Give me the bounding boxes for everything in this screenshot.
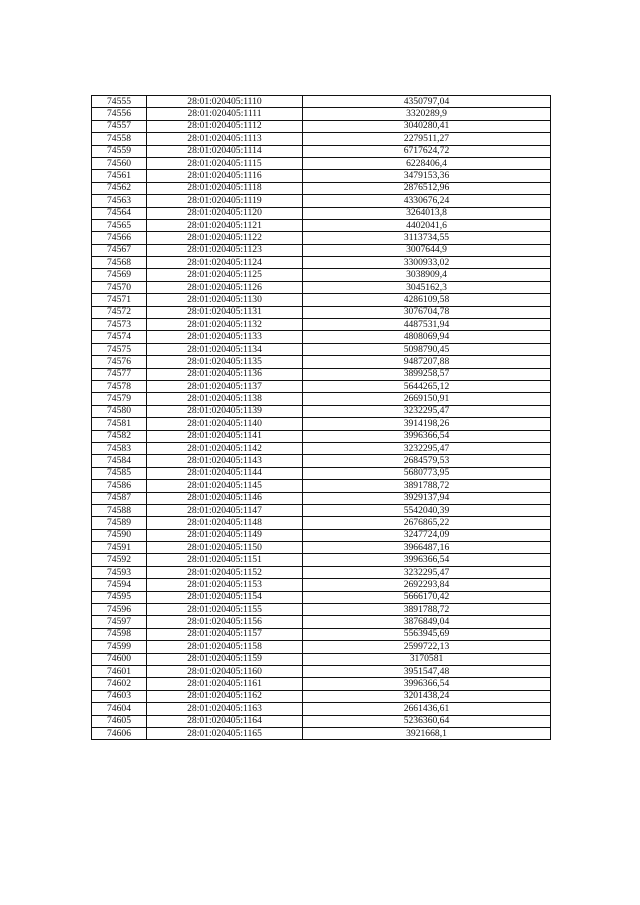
row-number-cell: 74597 — [92, 616, 147, 628]
cadastral-number-cell: 28:01:020405:1121 — [147, 219, 303, 231]
table-row — [92, 653, 551, 665]
cadastral-number-cell: 28:01:020405:1126 — [147, 281, 303, 293]
cadastral-value-cell: 3076704,78 — [303, 306, 551, 318]
cadastral-number-cell: 28:01:020405:1164 — [147, 715, 303, 727]
row-number-cell: 74575 — [92, 343, 147, 355]
cadastral-value-cell: 9487207,88 — [303, 356, 551, 368]
cadastral-value-cell: 3899258,57 — [303, 368, 551, 380]
cadastral-number-cell: 28:01:020405:1124 — [147, 257, 303, 269]
cadastral-number-cell: 28:01:020405:1155 — [147, 604, 303, 616]
cadastral-number-cell: 28:01:020405:1146 — [147, 492, 303, 504]
table-row — [92, 393, 551, 405]
cadastral-number-cell: 28:01:020405:1140 — [147, 418, 303, 430]
cadastral-number-cell: 28:01:020405:1111 — [147, 108, 303, 120]
row-number-cell: 74576 — [92, 356, 147, 368]
table-row — [92, 492, 551, 504]
cadastral-value-cell: 3232295,47 — [303, 566, 551, 578]
cadastral-value-cell: 2692293,84 — [303, 579, 551, 591]
cadastral-number-cell: 28:01:020405:1150 — [147, 542, 303, 554]
row-number-cell: 74606 — [92, 727, 147, 739]
cadastral-value-cell: 4330676,24 — [303, 195, 551, 207]
cadastral-value-cell: 2684579,53 — [303, 455, 551, 467]
row-number-cell: 74586 — [92, 480, 147, 492]
table-row — [92, 604, 551, 616]
cadastral-value-cell: 3996366,54 — [303, 430, 551, 442]
cadastral-value-cell: 3966487,16 — [303, 542, 551, 554]
cadastral-value-cell: 2661436,61 — [303, 703, 551, 715]
cadastral-number-cell: 28:01:020405:1148 — [147, 517, 303, 529]
table-row — [92, 120, 551, 132]
cadastral-value-cell: 3113734,55 — [303, 232, 551, 244]
table-row — [92, 195, 551, 207]
row-number-cell: 74594 — [92, 579, 147, 591]
table-row — [92, 244, 551, 256]
cadastral-value-cell: 6228406,4 — [303, 157, 551, 169]
table-row — [92, 306, 551, 318]
table-row — [92, 517, 551, 529]
table-row — [92, 145, 551, 157]
cadastral-value-cell: 3232295,47 — [303, 442, 551, 454]
cadastral-number-cell: 28:01:020405:1115 — [147, 157, 303, 169]
row-number-cell: 74583 — [92, 442, 147, 454]
cadastral-number-cell: 28:01:020405:1125 — [147, 269, 303, 281]
cadastral-number-cell: 28:01:020405:1116 — [147, 170, 303, 182]
row-number-cell: 74570 — [92, 281, 147, 293]
cadastral-value-cell: 2279511,27 — [303, 133, 551, 145]
table-row — [92, 182, 551, 194]
cadastral-number-cell: 28:01:020405:1136 — [147, 368, 303, 380]
cadastral-value-cell: 3038909,4 — [303, 269, 551, 281]
row-number-cell: 74559 — [92, 145, 147, 157]
cadastral-value-cell: 3045162,3 — [303, 281, 551, 293]
table-row — [92, 356, 551, 368]
cadastral-value-cell: 2669150,91 — [303, 393, 551, 405]
row-number-cell: 74595 — [92, 591, 147, 603]
table-row — [92, 170, 551, 182]
cadastral-value-cell: 3929137,94 — [303, 492, 551, 504]
cadastral-number-cell: 28:01:020405:1159 — [147, 653, 303, 665]
row-number-cell: 74578 — [92, 380, 147, 392]
table-row — [92, 678, 551, 690]
cadastral-number-cell: 28:01:020405:1162 — [147, 690, 303, 702]
cadastral-value-cell: 2676865,22 — [303, 517, 551, 529]
row-number-cell: 74589 — [92, 517, 147, 529]
cadastral-number-cell: 28:01:020405:1154 — [147, 591, 303, 603]
table-row — [92, 665, 551, 677]
cadastral-number-cell: 28:01:020405:1147 — [147, 504, 303, 516]
row-number-cell: 74596 — [92, 604, 147, 616]
cadastral-value-cell: 3264013,8 — [303, 207, 551, 219]
cadastral-value-cell: 3320289,9 — [303, 108, 551, 120]
cadastral-number-cell: 28:01:020405:1118 — [147, 182, 303, 194]
row-number-cell: 74593 — [92, 566, 147, 578]
cadastral-number-cell: 28:01:020405:1130 — [147, 294, 303, 306]
cadastral-value-cell: 5666170,42 — [303, 591, 551, 603]
table-row — [92, 418, 551, 430]
table-row — [92, 591, 551, 603]
cadastral-number-cell: 28:01:020405:1142 — [147, 442, 303, 454]
table-row — [92, 566, 551, 578]
table-row — [92, 133, 551, 145]
row-number-cell: 74585 — [92, 467, 147, 479]
row-number-cell: 74573 — [92, 319, 147, 331]
table-row — [92, 442, 551, 454]
cadastral-number-cell: 28:01:020405:1137 — [147, 380, 303, 392]
row-number-cell: 74566 — [92, 232, 147, 244]
row-number-cell: 74592 — [92, 554, 147, 566]
cadastral-number-cell: 28:01:020405:1156 — [147, 616, 303, 628]
row-number-cell: 74577 — [92, 368, 147, 380]
cadastral-number-cell: 28:01:020405:1134 — [147, 343, 303, 355]
cadastral-number-cell: 28:01:020405:1149 — [147, 529, 303, 541]
table-row — [92, 455, 551, 467]
table-row — [92, 281, 551, 293]
row-number-cell: 74557 — [92, 120, 147, 132]
table-body — [92, 96, 551, 740]
table-row — [92, 108, 551, 120]
row-number-cell: 74600 — [92, 653, 147, 665]
cadastral-number-cell: 28:01:020405:1110 — [147, 96, 303, 108]
row-number-cell: 74574 — [92, 331, 147, 343]
cadastral-number-cell: 28:01:020405:1131 — [147, 306, 303, 318]
row-number-cell: 74604 — [92, 703, 147, 715]
cadastral-value-cell: 3996366,54 — [303, 554, 551, 566]
cadastral-value-cell: 5680773,95 — [303, 467, 551, 479]
table-row — [92, 368, 551, 380]
table-row — [92, 232, 551, 244]
cadastral-value-cell: 2876512,96 — [303, 182, 551, 194]
cadastral-value-cell: 5098790,45 — [303, 343, 551, 355]
cadastral-value-cell: 3921668,1 — [303, 727, 551, 739]
table-row — [92, 529, 551, 541]
row-number-cell: 74605 — [92, 715, 147, 727]
cadastral-value-cell: 3876849,04 — [303, 616, 551, 628]
row-number-cell: 74582 — [92, 430, 147, 442]
row-number-cell: 74591 — [92, 542, 147, 554]
cadastral-number-cell: 28:01:020405:1143 — [147, 455, 303, 467]
table-row — [92, 269, 551, 281]
cadastral-value-cell: 3951547,48 — [303, 665, 551, 677]
cadastral-number-cell: 28:01:020405:1120 — [147, 207, 303, 219]
table-row — [92, 157, 551, 169]
table-row — [92, 703, 551, 715]
row-number-cell: 74565 — [92, 219, 147, 231]
cadastral-value-cell: 6717624,72 — [303, 145, 551, 157]
row-number-cell: 74569 — [92, 269, 147, 281]
table-row — [92, 616, 551, 628]
table-row — [92, 554, 551, 566]
row-number-cell: 74603 — [92, 690, 147, 702]
table-row — [92, 430, 551, 442]
row-number-cell: 74556 — [92, 108, 147, 120]
cadastral-value-cell: 3479153,36 — [303, 170, 551, 182]
row-number-cell: 74571 — [92, 294, 147, 306]
cadastral-value-cell: 2599722,13 — [303, 641, 551, 653]
row-number-cell: 74599 — [92, 641, 147, 653]
table-row — [92, 343, 551, 355]
cadastral-number-cell: 28:01:020405:1139 — [147, 405, 303, 417]
row-number-cell: 74555 — [92, 96, 147, 108]
table-row — [92, 405, 551, 417]
cadastral-number-cell: 28:01:020405:1152 — [147, 566, 303, 578]
row-number-cell: 74590 — [92, 529, 147, 541]
table-row — [92, 542, 551, 554]
table-row — [92, 219, 551, 231]
row-number-cell: 74588 — [92, 504, 147, 516]
cadastral-number-cell: 28:01:020405:1151 — [147, 554, 303, 566]
cadastral-value-cell: 5236360,64 — [303, 715, 551, 727]
cadastral-number-cell: 28:01:020405:1132 — [147, 319, 303, 331]
row-number-cell: 74572 — [92, 306, 147, 318]
cadastral-value-cell: 5542040,39 — [303, 504, 551, 516]
cadastral-value-cell: 3170581 — [303, 653, 551, 665]
row-number-cell: 74602 — [92, 678, 147, 690]
row-number-cell: 74560 — [92, 157, 147, 169]
row-number-cell: 74561 — [92, 170, 147, 182]
row-number-cell: 74598 — [92, 628, 147, 640]
table-row — [92, 579, 551, 591]
cadastral-number-cell: 28:01:020405:1157 — [147, 628, 303, 640]
row-number-cell: 74587 — [92, 492, 147, 504]
table-row — [92, 319, 551, 331]
row-number-cell: 74562 — [92, 182, 147, 194]
cadastral-number-cell: 28:01:020405:1163 — [147, 703, 303, 715]
cadastral-number-cell: 28:01:020405:1123 — [147, 244, 303, 256]
row-number-cell: 74563 — [92, 195, 147, 207]
cadastral-value-cell: 4350797,04 — [303, 96, 551, 108]
cadastral-value-cell: 3007644,9 — [303, 244, 551, 256]
cadastral-number-cell: 28:01:020405:1122 — [147, 232, 303, 244]
cadastral-number-cell: 28:01:020405:1144 — [147, 467, 303, 479]
cadastral-value-cell: 3040280,41 — [303, 120, 551, 132]
cadastral-value-cell: 3891788,72 — [303, 604, 551, 616]
table-row — [92, 294, 551, 306]
cadastral-value-cell: 5644265,12 — [303, 380, 551, 392]
table-row — [92, 690, 551, 702]
cadastral-value-cell: 3891788,72 — [303, 480, 551, 492]
row-number-cell: 74584 — [92, 455, 147, 467]
cadastral-value-table — [91, 95, 551, 740]
table-row — [92, 467, 551, 479]
cadastral-value-cell: 3232295,47 — [303, 405, 551, 417]
cadastral-number-cell: 28:01:020405:1114 — [147, 145, 303, 157]
row-number-cell: 74568 — [92, 257, 147, 269]
cadastral-value-cell: 4808069,94 — [303, 331, 551, 343]
cadastral-number-cell: 28:01:020405:1135 — [147, 356, 303, 368]
table-row — [92, 257, 551, 269]
cadastral-number-cell: 28:01:020405:1145 — [147, 480, 303, 492]
cadastral-number-cell: 28:01:020405:1113 — [147, 133, 303, 145]
cadastral-value-cell: 5563945,69 — [303, 628, 551, 640]
cadastral-number-cell: 28:01:020405:1119 — [147, 195, 303, 207]
cadastral-value-cell: 3914198,26 — [303, 418, 551, 430]
table-row — [92, 715, 551, 727]
cadastral-number-cell: 28:01:020405:1161 — [147, 678, 303, 690]
table-row — [92, 96, 551, 108]
row-number-cell: 74581 — [92, 418, 147, 430]
row-number-cell: 74579 — [92, 393, 147, 405]
table-row — [92, 207, 551, 219]
cadastral-value-cell: 3996366,54 — [303, 678, 551, 690]
cadastral-value-cell: 4487531,94 — [303, 319, 551, 331]
cadastral-number-cell: 28:01:020405:1160 — [147, 665, 303, 677]
cadastral-value-cell: 3247724,09 — [303, 529, 551, 541]
table-row — [92, 727, 551, 739]
table-row — [92, 504, 551, 516]
table-row — [92, 380, 551, 392]
table-row — [92, 331, 551, 343]
row-number-cell: 74601 — [92, 665, 147, 677]
cadastral-value-cell: 4286109,58 — [303, 294, 551, 306]
cadastral-number-cell: 28:01:020405:1158 — [147, 641, 303, 653]
row-number-cell: 74564 — [92, 207, 147, 219]
row-number-cell: 74558 — [92, 133, 147, 145]
cadastral-number-cell: 28:01:020405:1138 — [147, 393, 303, 405]
table-row — [92, 628, 551, 640]
cadastral-number-cell: 28:01:020405:1133 — [147, 331, 303, 343]
cadastral-number-cell: 28:01:020405:1165 — [147, 727, 303, 739]
table-row — [92, 641, 551, 653]
cadastral-value-cell: 4402041,6 — [303, 219, 551, 231]
row-number-cell: 74567 — [92, 244, 147, 256]
row-number-cell: 74580 — [92, 405, 147, 417]
cadastral-number-cell: 28:01:020405:1153 — [147, 579, 303, 591]
cadastral-number-cell: 28:01:020405:1112 — [147, 120, 303, 132]
cadastral-value-cell: 3201438,24 — [303, 690, 551, 702]
cadastral-value-cell: 3300933,02 — [303, 257, 551, 269]
cadastral-number-cell: 28:01:020405:1141 — [147, 430, 303, 442]
table-row — [92, 480, 551, 492]
